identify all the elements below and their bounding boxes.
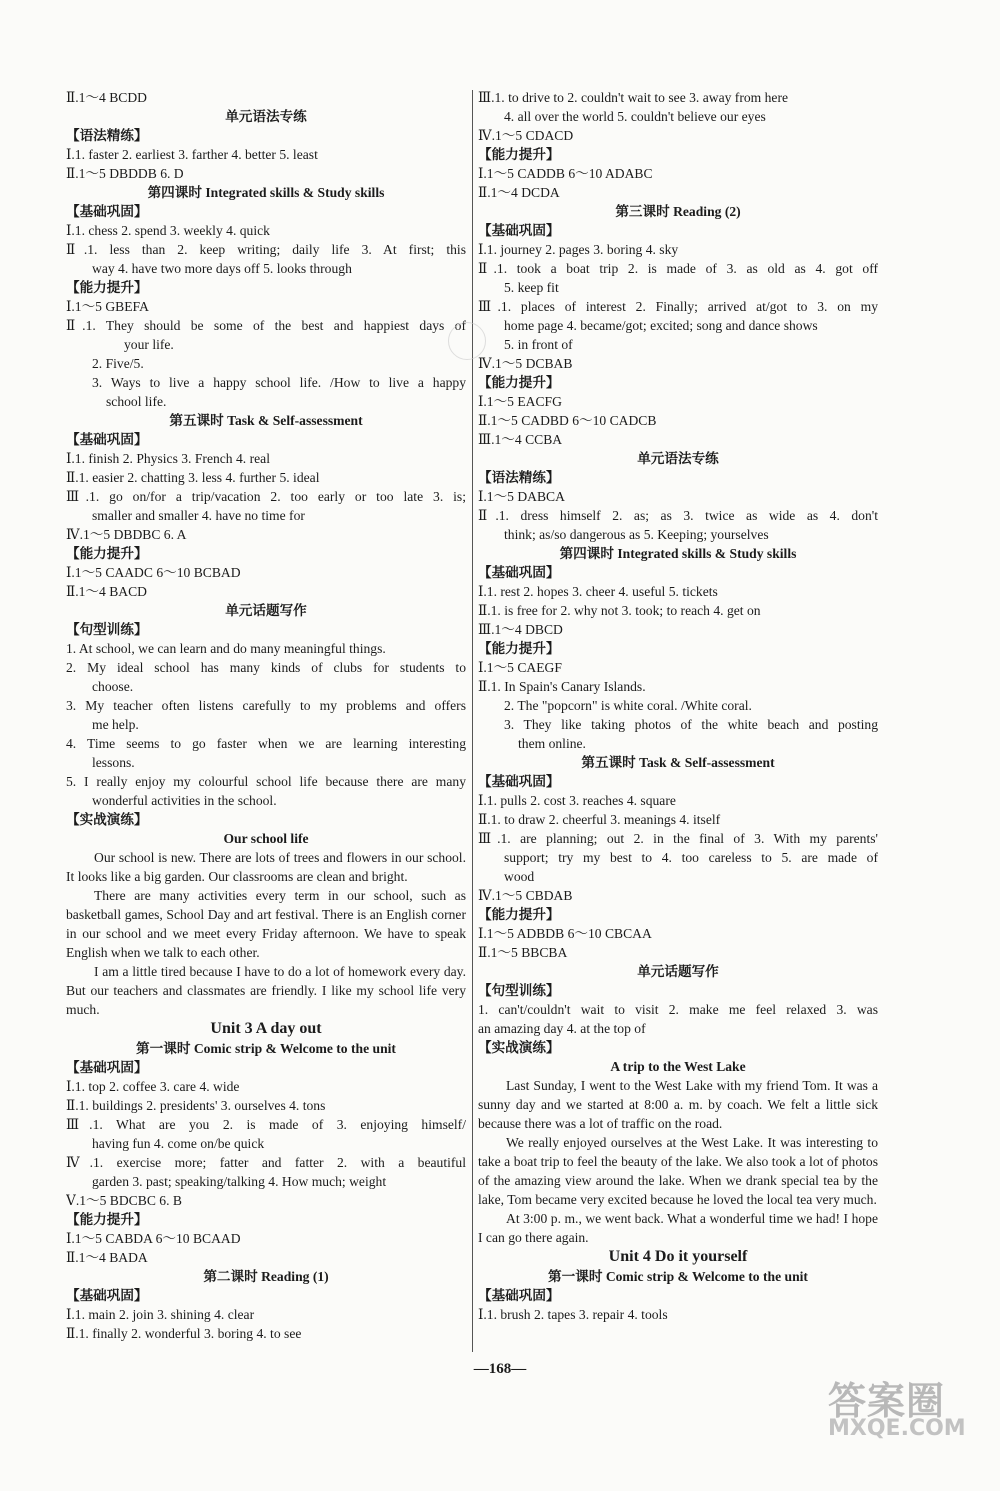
answer-line: home page 4. became/got; excited; song and dance shows xyxy=(504,318,818,333)
answer-line: choose. xyxy=(92,679,134,694)
lesson-heading: A trip to the West Lake xyxy=(610,1059,746,1074)
answer-line: Ⅱ.1. easier 2. chatting 3. less 4. further 5. ideal xyxy=(66,470,320,485)
section-tag: 【句型训练】 xyxy=(66,622,148,637)
answer-line: Ⅳ.1. exercise more; fatter and fatter 2. with a beautiful xyxy=(66,1155,466,1170)
answer-line: Ⅰ.1. finish 2. Physics 3. French 4. real xyxy=(66,451,270,466)
answer-line: 4. all over the world 5. couldn't believe our eyes xyxy=(504,109,766,124)
answer-line: support; try my best to 4. too careless to 5. are made of xyxy=(504,850,878,865)
lesson-heading: 第二课时 Reading (1) xyxy=(203,1269,329,1284)
answer-line: wonderful activities in the school. xyxy=(92,793,277,808)
answer-line: Ⅱ.1. finally 2. wonderful 3. boring 4. to see xyxy=(66,1326,302,1341)
answer-line: Ⅲ.1. What are you 2. is made of 3. enjoying himself/ xyxy=(66,1117,466,1132)
answer-line: Ⅳ.1～5 CDACD xyxy=(478,128,574,143)
section-tag: 【基础巩固】 xyxy=(66,1060,148,1075)
essay-paragraph: We really enjoyed ourselves at the West Lake. It was interesting to take a boat trip to feel the beauty of the lake. We also took a lot of photos of the amazing view around the lake. When we drank special tea by the lake, Tom became very excited because he loved the local tea very much. xyxy=(478,1135,878,1207)
lesson-heading: 第四课时 Integrated skills & Study skills xyxy=(559,546,797,561)
answer-line: Ⅲ.1. places of interest 2. Finally; arrived at/got to 3. on my xyxy=(478,299,878,314)
answer-line: wood xyxy=(504,869,535,884)
section-tag: 【基础巩固】 xyxy=(66,432,148,447)
section-tag: 【基础巩固】 xyxy=(478,565,560,580)
section-tag: 【能力提升】 xyxy=(66,546,148,561)
answer-line: Ⅰ.1～5 CADDB 6～10 ADABC xyxy=(478,166,653,181)
answer-line: lessons. xyxy=(92,755,135,770)
answer-line: Ⅰ.1～5 CABDA 6～10 BCAAD xyxy=(66,1231,241,1246)
answer-line: having fun 4. come on/be quick xyxy=(92,1136,265,1151)
scan-edge-marks xyxy=(2,60,18,1380)
answer-line: Ⅳ.1～5 DCBAB xyxy=(478,356,573,371)
answer-line: Ⅱ.1～4 BADA xyxy=(66,1250,148,1265)
right-column xyxy=(478,88,878,1324)
section-tag: 【基础巩固】 xyxy=(478,774,560,789)
answer-line: Ⅱ.1. to draw 2. cheerful 3. meanings 4. itself xyxy=(478,812,721,827)
answer-line: way 4. have two more days off 5. looks through xyxy=(92,261,352,276)
answer-line: garden 3. past; speaking/talking 4. How much; weight xyxy=(92,1174,387,1189)
answer-line: Ⅳ.1～5 CBDAB xyxy=(478,888,573,903)
answer-line: 2. My ideal school has many kinds of clubs for students to xyxy=(66,660,466,675)
answer-line: Ⅱ.1. is free for 2. why not 3. took; to reach 4. get on xyxy=(478,603,761,618)
answer-line: 5. I really enjoy my colourful school life because there are many xyxy=(66,774,466,789)
section-tag: 【语法精练】 xyxy=(478,470,560,485)
section-tag: 【基础巩固】 xyxy=(478,223,560,238)
section-tag: 【基础巩固】 xyxy=(66,204,148,219)
answer-line: Ⅱ.1. took a boat trip 2. is made of 3. as old as 4. got off xyxy=(478,261,878,276)
lesson-heading: 第一课时 Comic strip & Welcome to the unit xyxy=(548,1269,808,1284)
answer-line: Ⅱ.1～4 BACD xyxy=(66,584,147,599)
answer-line: your life. xyxy=(124,337,174,352)
answer-line: 3. My teacher often listens carefully to my problems and offers xyxy=(66,698,466,713)
answer-line: Ⅰ.1. main 2. join 3. shining 4. clear xyxy=(66,1307,255,1322)
answer-line: Ⅰ.1. pulls 2. cost 3. reaches 4. square xyxy=(478,793,676,808)
section-tag: 【句型训练】 xyxy=(478,983,560,998)
section-tag: 【语法精练】 xyxy=(66,128,148,143)
watermark-url: MXQE.COM xyxy=(828,1416,966,1441)
answer-line: Ⅱ.1. In Spain's Canary Islands. xyxy=(478,679,646,694)
answer-line: Ⅰ.1. rest 2. hopes 3. cheer 4. useful 5. tickets xyxy=(478,584,718,599)
answer-line: Ⅰ.1. chess 2. spend 3. weekly 4. quick xyxy=(66,223,270,238)
answer-line: Ⅱ.1～4 BCDD xyxy=(66,90,147,105)
section-tag: 【能力提升】 xyxy=(478,147,560,162)
answer-line: me help. xyxy=(92,717,139,732)
answer-line: Ⅰ.1～5 ADBDB 6～10 CBCAA xyxy=(478,926,652,941)
lesson-heading: 第五课时 Task & Self-assessment xyxy=(581,755,775,770)
answer-line: Ⅱ.1～5 BBCBA xyxy=(478,945,568,960)
answer-line: Ⅰ.1. brush 2. tapes 3. repair 4. tools xyxy=(478,1307,668,1322)
section-tag: 【能力提升】 xyxy=(478,907,560,922)
column-divider xyxy=(472,90,473,1352)
section-tag: 【基础巩固】 xyxy=(66,1288,148,1303)
lesson-heading: 单元话题写作 xyxy=(637,964,719,979)
answer-line: Ⅲ.1～4 DBCD xyxy=(478,622,563,637)
page-number: —168— xyxy=(473,1361,527,1377)
answer-line: Ⅲ.1～4 CCBA xyxy=(478,432,563,447)
lesson-heading: 第四课时 Integrated skills & Study skills xyxy=(147,185,385,200)
answer-line: Ⅱ.1. They should be some of the best and happiest days of xyxy=(66,318,466,333)
answer-line: 2. Five/5. xyxy=(92,356,144,371)
lesson-heading: Our school life xyxy=(223,831,309,846)
lesson-heading: 单元话题写作 xyxy=(225,603,307,618)
section-tag: 【实战演练】 xyxy=(478,1040,560,1055)
answer-line: Ⅱ.1～4 DCDA xyxy=(478,185,560,200)
answer-line: Ⅰ.1. journey 2. pages 3. boring 4. sky xyxy=(478,242,679,257)
answer-line: Ⅰ.1～5 EACFG xyxy=(478,394,562,409)
answer-line: Ⅱ.1～5 DBDDB 6. D xyxy=(66,166,184,181)
answer-line: Ⅱ.1. less than 2. keep writing; daily life 3. At first; this xyxy=(66,242,466,257)
section-tag: 【能力提升】 xyxy=(478,641,560,656)
watermark-title: 答案圈 xyxy=(828,1379,946,1423)
watermark-logo xyxy=(828,1379,988,1482)
essay-paragraph: Last Sunday, I went to the West Lake with my friend Tom. It was a sunny day and we started at 8:00 a. m. by coach. We felt a little sick because there was a lot of traffic on the road. xyxy=(478,1078,878,1131)
section-tag: 【能力提升】 xyxy=(66,1212,148,1227)
answer-line: Ⅱ.1. buildings 2. presidents' 3. ourselves 4. tons xyxy=(66,1098,326,1113)
answer-line: 5. keep fit xyxy=(504,280,559,295)
answer-line: Ⅰ.1～5 CAADC 6～10 BCBAD xyxy=(66,565,241,580)
section-tag: 【能力提升】 xyxy=(478,375,560,390)
section-tag: 【实战演练】 xyxy=(66,812,148,827)
answer-line: Ⅲ.1. go on/for a trip/vacation 2. too early or too late 3. is; xyxy=(66,489,466,504)
answer-line: think; as/so dangerous as 5. Keeping; yourselves xyxy=(504,527,769,542)
answer-line: an amazing day 4. at the top of xyxy=(478,1021,646,1036)
answer-line: them online. xyxy=(518,736,586,751)
lesson-heading: 第一课时 Comic strip & Welcome to the unit xyxy=(136,1041,396,1056)
faint-stamp xyxy=(448,322,486,360)
answer-line: 4. Time seems to go faster when we are learning interesting xyxy=(66,736,466,751)
answer-line: Ⅴ.1～5 BDCBC 6. B xyxy=(66,1193,182,1208)
answer-line: 3. Ways to live a happy school life. /How to live a happy xyxy=(92,375,466,390)
answer-line: Ⅱ.1. dress himself 2. as; as 3. twice as wide as 4. don't xyxy=(478,508,878,523)
answer-line: Ⅰ.1～5 DABCA xyxy=(478,489,565,504)
answer-line: 5. in front of xyxy=(504,337,573,352)
lesson-heading: 单元语法专练 xyxy=(637,451,719,466)
answer-line: Ⅰ.1～5 GBEFA xyxy=(66,299,149,314)
answer-line: Ⅰ.1. top 2. coffee 3. care 4. wide xyxy=(66,1079,240,1094)
essay-paragraph: There are many activities every term in our school, such as basketball games, School Day and art festival. There is an English corner in our school and we meet every Friday afternoon. We have to speak English when we talk to each other. xyxy=(66,888,466,960)
essay-paragraph: At 3:00 p. m., we went back. What a wonderful time we had! I hope I can go there again. xyxy=(478,1211,878,1245)
left-column xyxy=(66,88,466,1343)
answer-line: 3. They like taking photos of the white beach and posting xyxy=(504,717,878,732)
lesson-heading: 单元语法专练 xyxy=(225,109,307,124)
unit-heading: Unit 3 A day out xyxy=(210,1020,322,1037)
section-tag: 【能力提升】 xyxy=(66,280,148,295)
unit-heading: Unit 4 Do it yourself xyxy=(608,1248,748,1265)
answer-line: Ⅱ.1～5 CADBD 6～10 CADCB xyxy=(478,413,657,428)
answer-line: 1. can't/couldn't wait to visit 2. make me feel relaxed 3. was xyxy=(478,1002,878,1017)
answer-line: Ⅰ.1～5 CAEGF xyxy=(478,660,562,675)
essay-paragraph: I am a little tired because I have to do a lot of homework every day. But our teachers and classmates are friendly. I like my school life very much. xyxy=(66,964,466,1017)
essay-paragraph: Our school is new. There are lots of trees and flowers in our school. It looks like a big garden. Our classrooms are clean and bright. xyxy=(66,850,466,884)
lesson-heading: 第五课时 Task & Self-assessment xyxy=(169,413,363,428)
lesson-heading: 第三课时 Reading (2) xyxy=(615,204,741,219)
answer-line: Ⅲ.1. to drive to 2. couldn't wait to see 3. away from here xyxy=(478,90,789,105)
answer-line: school life. xyxy=(106,394,167,409)
answer-line: Ⅲ.1. are planning; out 2. in the final of 3. With my parents' xyxy=(478,831,878,846)
answer-line: smaller and smaller 4. have no time for xyxy=(92,508,305,523)
answer-line: 1. At school, we can learn and do many meaningful things. xyxy=(66,641,386,656)
answer-line: Ⅰ.1. faster 2. earliest 3. farther 4. better 5. least xyxy=(66,147,318,162)
section-tag: 【基础巩固】 xyxy=(478,1288,560,1303)
answer-line: Ⅳ.1～5 DBDBC 6. A xyxy=(66,527,187,542)
answer-line: 2. The "popcorn" is white coral. /White coral. xyxy=(504,698,752,713)
